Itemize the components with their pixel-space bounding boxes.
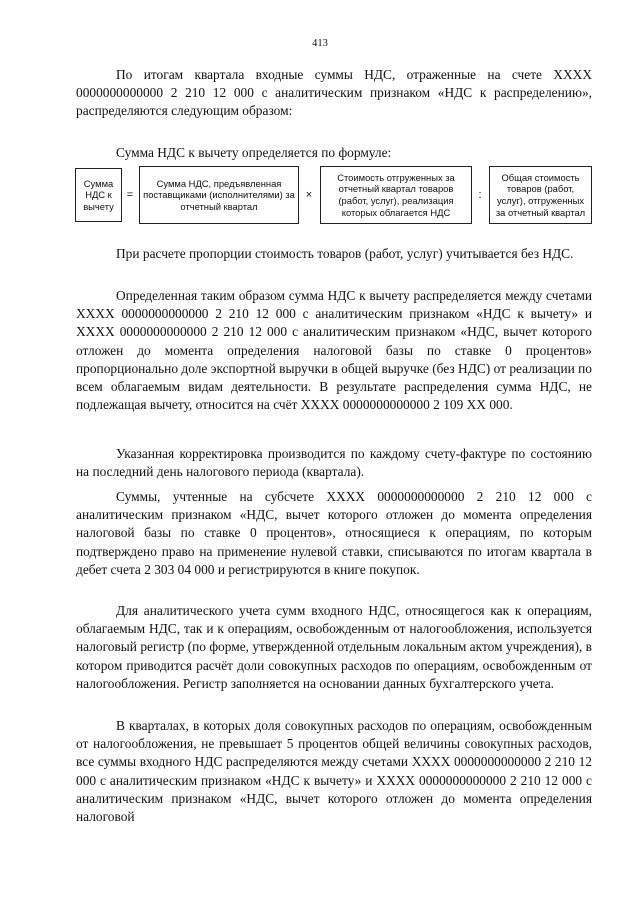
paragraph-five-percent-rule: В кварталах, в которых доля совокупных расходов по операциям, освобожденным от налогообложения, не превышает 5 процентов общей величины совокупных расходов, все суммы входного НДС распределяются между счетами XXXX 0000000000000 2 210 12 000 с аналитическим признаком «НДС к вычету» и XXXX 0000000000000 2 210 12 000 с аналитическим признаком «НДС, вычет которого отложен до момента определения налоговой xyxy=(76,718,592,825)
formula-box-taxable-shipments: Стоимость отгруженных за отчетный квартал товаров (работ, услуг), реализация которых облагается НДС xyxy=(320,166,472,224)
paragraph-vat-distribution: Определенная таким образом сумма НДС к вычету распределяется между счетами XXXX 0000000000000 2 210 12 000 с аналитическим признаком «НДС к вычету» и XXXX 0000000000000 2 210 12 000 с аналитическим признаком «НДС, вычет которого отложен до момента определения налоговой базы по ставке 0 процентов» пропорционально доле экспортной выручки в общей выручке (без НДС) от реализации по всем облагаемым видам деятельности. В результате распределения сумма НДС, не подлежащая вычету, относится на счёт XXXX 0000000000000 2 109 XX 000. xyxy=(76,288,592,413)
paragraph-distribution-intro: По итогам квартала входные суммы НДС, отраженные на счете XXXX 0000000000000 2 210 12 000 с аналитическим признаком «НДС к распределению», распределяются следующим образом: xyxy=(76,67,592,119)
paragraph-zero-rate-writeoff: Суммы, учтенные на субсчете XXXX 0000000000000 2 210 12 000 с аналитическим признаком «НДС, вычет которого отложен до момента определения налоговой базы по ставке 0 процентов», относящиеся к операциям, по которым подтверждено право на применение нулевой ставки, списываются по итогам квартала в дебет счета 2 303 04 000 и регистрируются в книге покупок. xyxy=(76,489,592,577)
formula-intro: Сумма НДС к вычету определяется по формуле: xyxy=(116,145,392,160)
paragraph-proportion-note: При расчете пропорции стоимость товаров (работ, услуг) учитывается без НДС. xyxy=(116,246,574,261)
formula-box-total-shipments: Общая стоимость товаров (работ, услуг), отгруженных за отчетный квартал xyxy=(489,166,592,224)
formula-divide-sign: : xyxy=(478,189,482,201)
formula-box-vat-presented: Сумма НДС, предъявленная поставщиками (исполнителями) за отчетный квартал xyxy=(139,166,299,224)
paragraph-analytical-register: Для аналитического учета сумм входного НДС, относящегося как к операциям, облагаемым НДС, так и к операциям, освобожденным от налогообложения, используется налоговый регистр (по форме, утвержденной отдельным локальным актом учреждения), в котором приводится расчёт доли совокупных расходов по операциям, освобожденным от налогообложения. Регистр заполняется на основании данных бухгалтерского учета. xyxy=(76,603,592,691)
paragraph-adjustment: Указанная корректировка производится по каждому счету-фактуре по состоянию на последний день налогового периода (квартала). xyxy=(76,446,592,480)
formula-box-vat-deduction: Сумма НДС к вычету xyxy=(75,168,122,222)
formula-multiply-sign: × xyxy=(305,189,313,201)
formula-equals-sign: = xyxy=(126,189,134,201)
page-number: 413 xyxy=(312,38,328,49)
